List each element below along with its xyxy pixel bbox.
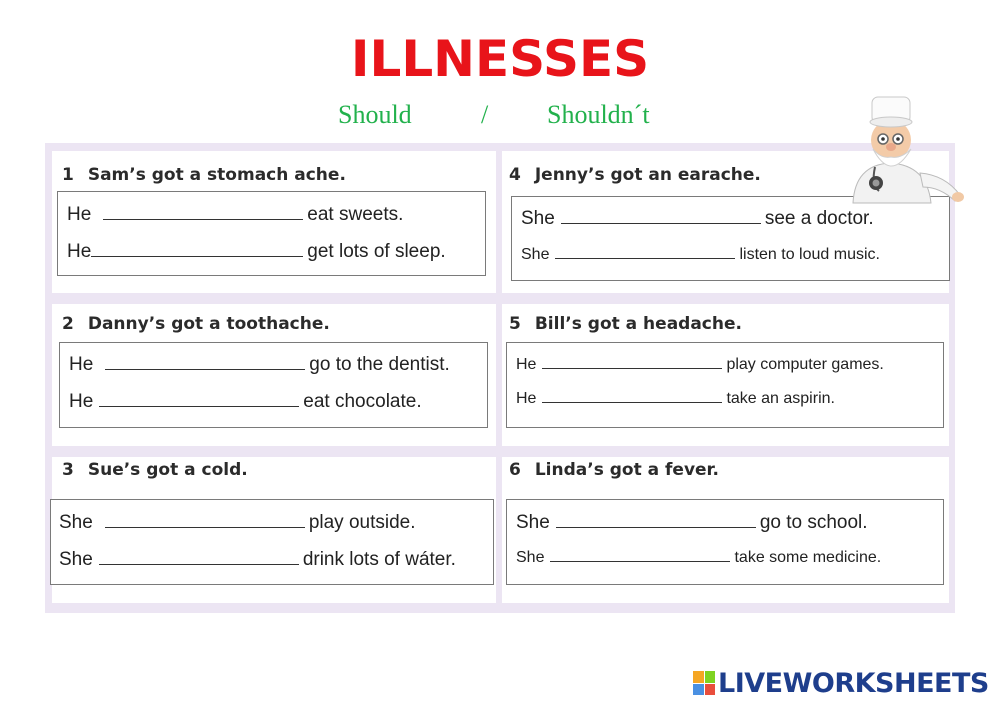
liveworksheets-logo — [693, 667, 989, 699]
sentence-3a: She play outside. — [59, 508, 416, 534]
liveworksheets-logo-text: LIVEWORKSHEETS — [718, 667, 989, 699]
sentence-5a: He play computer games. — [516, 352, 884, 374]
sentence-1b: He get lots of sleep. — [67, 237, 446, 263]
answer-box-5 — [506, 342, 944, 428]
sentence-3b: She drink lots of wáter. — [59, 545, 456, 571]
exercise-panel-2 — [52, 304, 496, 446]
answer-blank[interactable] — [99, 387, 299, 407]
answer-blank[interactable] — [550, 545, 730, 562]
sentence-6b: She take some medicine. — [516, 545, 881, 567]
exercise-heading-2: 2 Danny’s got a toothache. — [62, 314, 330, 334]
sentence-4b: She listen to loud music. — [521, 242, 880, 264]
answer-blank[interactable] — [91, 237, 303, 257]
liveworksheets-logo-icon — [693, 671, 715, 695]
answer-box-2 — [59, 342, 488, 428]
answer-box-4 — [511, 196, 950, 281]
answer-blank[interactable] — [542, 352, 722, 369]
answer-blank[interactable] — [103, 200, 303, 220]
sentence-6a: She go to school. — [516, 508, 868, 534]
answer-blank[interactable] — [555, 242, 735, 259]
sentence-4a: She see a doctor. — [521, 204, 874, 230]
answer-blank[interactable] — [105, 508, 305, 528]
exercise-panel-1 — [52, 151, 496, 293]
subtitle-shouldnt: Shouldn´t — [547, 100, 650, 129]
exercise-panel-6 — [502, 457, 949, 603]
answer-blank[interactable] — [556, 508, 756, 528]
sentence-1a: He eat sweets. — [67, 200, 403, 226]
exercise-heading-5: 5 Bill’s got a headache. — [509, 314, 742, 334]
answer-blank[interactable] — [561, 204, 761, 224]
sentence-2a: He go to the dentist. — [69, 350, 450, 376]
exercise-heading-3: 3 Sue’s got a cold. — [62, 460, 248, 480]
answer-blank[interactable] — [99, 545, 299, 565]
exercise-heading-4: 4 Jenny’s got an earache. — [509, 165, 761, 185]
answer-box-6 — [506, 499, 944, 585]
sentence-2b: He eat chocolate. — [69, 387, 422, 413]
subtitle-separator: / — [481, 100, 489, 129]
answer-blank[interactable] — [105, 350, 305, 370]
exercise-heading-6: 6 Linda’s got a fever. — [509, 460, 719, 480]
doctor-character-icon — [835, 95, 965, 205]
worksheet-title: ILLNESSES — [350, 30, 650, 88]
exercise-panel-3 — [52, 457, 496, 603]
answer-blank[interactable] — [542, 386, 722, 403]
exercise-sheet — [45, 143, 955, 613]
answer-box-1 — [57, 191, 486, 276]
answer-box-3 — [50, 499, 494, 585]
exercise-heading-1: 1 Sam’s got a stomach ache. — [62, 165, 346, 185]
sentence-5b: He take an aspirin. — [516, 386, 835, 408]
subtitle-should: Should — [338, 100, 412, 129]
exercise-panel-5 — [502, 304, 949, 446]
